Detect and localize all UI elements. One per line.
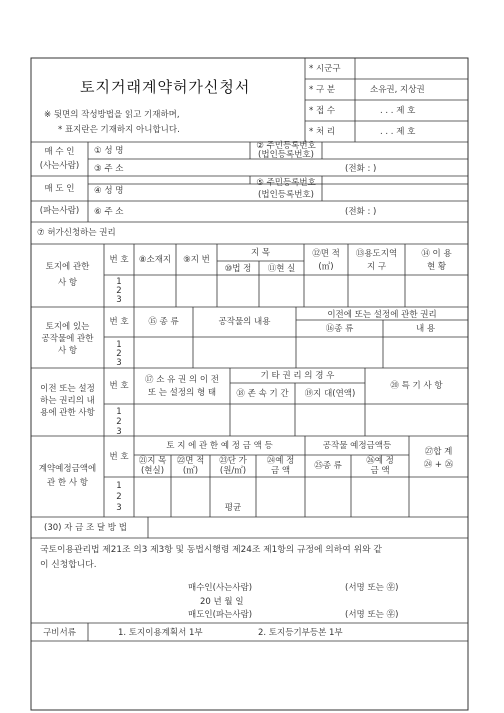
transfer-form-header-2: 또 는 설정의 형 태 xyxy=(147,388,217,398)
contract-amount-sub: 금 액 xyxy=(270,466,291,476)
statement-line-1: 국토이용관리법 제21조 의3 제3항 및 동법시행령 제24조 제1항의 규정에 의하여 위와 같 xyxy=(40,545,382,555)
seller-reg-label-sub: (법인등록번호) xyxy=(258,190,314,200)
office-value-3: . . . 제 호 xyxy=(380,106,416,116)
contract-struct-header: 공작물 예정금액등 xyxy=(322,441,392,451)
buyer-reg-label-sub: (법인등록번호) xyxy=(258,150,314,160)
contract-total-sub: ㉔ + ㉖ xyxy=(423,460,454,470)
land-label-2: 사 항 xyxy=(57,278,78,288)
transfer-row-3: 3 xyxy=(116,427,122,437)
buyer-address-label: ③ 주 소 xyxy=(94,164,124,174)
transfer-period-header: ⑱ 존 속 기 간 xyxy=(236,389,289,399)
contract-total-header: ㉗합 계 xyxy=(424,447,453,457)
structure-kind2-header: ⑯종 류 xyxy=(325,324,354,334)
contract-row-2: 2 xyxy=(116,492,122,502)
docs-item-1: 1. 토지이용계획서 1부 xyxy=(118,628,203,638)
buyer-label-sub: (사는사람) xyxy=(39,161,80,171)
buyer-sign-field: (서명 또는 ㉾) xyxy=(345,583,399,593)
contract-amount2-sub: 금 액 xyxy=(370,466,390,476)
land-actual-header: ⑪현 실 xyxy=(267,264,296,274)
rights-row-label: ⑦ 허가신청하는 권리 xyxy=(37,228,116,238)
contract-jimok-sub: (현실) xyxy=(140,466,165,476)
structure-row-3: 3 xyxy=(116,358,122,368)
structure-transfer-header: 이전에 또는 설정에 관한 권리 xyxy=(327,310,437,320)
land-label-1: 토지에 관한 xyxy=(45,262,90,272)
seller-sign-field: (서명 또는 ㉾) xyxy=(345,610,399,620)
transfer-rent-header: ⑲지 대(연액) xyxy=(304,389,356,399)
transfer-row-2: 2 xyxy=(116,417,122,427)
contract-average: 평균 xyxy=(224,503,242,513)
office-label-2: * 구 분 xyxy=(309,85,336,95)
land-legal-header: ⑩법 정 xyxy=(224,264,252,274)
office-value-4: . . . 제 호 xyxy=(380,127,416,137)
funding-label: (30) 자 금 조 달 방 법 xyxy=(44,523,127,533)
land-row-2: 2 xyxy=(116,286,122,296)
seller-label-sub: (파는사람) xyxy=(39,206,80,216)
structure-content2-header: 내 용 xyxy=(415,324,436,334)
structure-num-header: 번 호 xyxy=(109,317,129,327)
docs-item-2: 2. 토지등기부등본 1부 xyxy=(258,628,343,638)
land-use-sub: 현 황 xyxy=(426,262,447,272)
land-jimok-header: 지 목 xyxy=(250,248,271,258)
transfer-num-header: 번 호 xyxy=(109,381,129,391)
contract-area-sub: (㎡) xyxy=(182,466,199,476)
signature-date: 20 년 월 일 xyxy=(200,597,244,607)
structure-label-3: 사 항 xyxy=(57,346,78,356)
transfer-form-header-1: ⑰ 소 유 권 의 이 전 xyxy=(145,375,219,385)
seller-phone: (전화 : ) xyxy=(345,207,377,217)
note-line-1: ※ 뒷면의 작성방법을 읽고 기재하며, xyxy=(44,110,180,120)
land-area-header: ⑫면 적 xyxy=(312,249,340,259)
seller-name-label: ④ 성 명 xyxy=(94,186,124,196)
office-label-4: * 처 리 xyxy=(309,127,336,137)
land-row-1: 1 xyxy=(116,277,122,287)
contract-label-1: 계약예정금액에 xyxy=(38,464,97,474)
transfer-label-2: 하는 권리의 내 xyxy=(40,396,95,406)
buyer-phone: (전화 : ) xyxy=(345,164,377,174)
contract-label-2: 관 한 사 항 xyxy=(47,478,88,488)
land-lot-header: ⑨지 번 xyxy=(183,255,210,265)
land-use-header: ⑭ 이 용 xyxy=(421,249,452,259)
buyer-reg-label: ② 주민등록번호 xyxy=(256,141,316,151)
transfer-label-1: 이전 또는 설정 xyxy=(40,384,95,394)
transfer-label-3: 용에 관한 사항 xyxy=(40,408,95,418)
buyer-sign-label: 매수인(사는사람) xyxy=(188,583,253,593)
land-num-header: 번 호 xyxy=(109,255,129,265)
seller-reg-label: ⑤ 주민등록번호 xyxy=(256,178,316,188)
structure-row-2: 2 xyxy=(116,349,122,359)
contract-row-1: 1 xyxy=(116,481,122,491)
seller-sign-label: 매도인(파는사람) xyxy=(188,610,253,620)
land-zone-sub: 지 구 xyxy=(366,262,387,272)
contract-num-header: 번 호 xyxy=(109,452,129,462)
office-label-3: * 접 수 xyxy=(309,106,336,116)
buyer-name-label: ① 성 명 xyxy=(94,146,124,156)
land-zone-header: ⑬용도지역 xyxy=(355,249,398,259)
structure-row-1: 1 xyxy=(116,340,122,350)
structure-label-2: 공작물에 관한 xyxy=(41,334,94,344)
note-line-2: * 표지란은 기재하지 아니합니다. xyxy=(58,125,180,135)
docs-label: 구비서류 xyxy=(43,628,76,638)
transfer-row-1: 1 xyxy=(116,407,122,417)
form-title: 토지거래계약허가신청서 xyxy=(80,78,251,96)
structure-label-1: 토지에 있는 xyxy=(45,322,90,332)
structure-kind-header: ⑮ 종 류 xyxy=(148,317,179,327)
seller-label: 매 도 인 xyxy=(44,184,75,194)
contract-row-3: 3 xyxy=(116,503,122,513)
transfer-special-header: ⑳ 특 기 사 항 xyxy=(390,381,443,391)
contract-kind-header: ㉕종 류 xyxy=(314,461,342,471)
office-value-2: 소유권, 지상권 xyxy=(370,85,425,95)
structure-content-header: 공작물의 내용 xyxy=(218,317,271,327)
seller-address-label: ⑥ 주 소 xyxy=(94,207,124,217)
land-location-header: ⑧소재지 xyxy=(138,255,172,265)
land-row-3: 3 xyxy=(116,295,122,305)
statement-line-2: 이 신청합니다. xyxy=(40,560,97,570)
contract-unit-header: ㉓단 가 xyxy=(219,456,247,466)
buyer-label: 매 수 인 xyxy=(44,147,75,157)
office-label-1: * 시군구 xyxy=(309,64,341,74)
land-area-unit: (㎡) xyxy=(318,262,334,272)
contract-amount2-header: ㉖예 정 xyxy=(366,456,394,466)
contract-land-header: 토 지 에 관 한 예 정 금 액 등 xyxy=(166,441,273,451)
contract-area-header: ㉒면 적 xyxy=(176,456,205,466)
contract-jimok-header: ㉑지 목 xyxy=(138,456,167,466)
contract-amount-header: ㉔예 정 xyxy=(266,456,295,466)
transfer-other-header: 기 타 권 리 의 경 우 xyxy=(260,371,335,381)
contract-unit-sub: (원/㎡) xyxy=(219,466,247,476)
